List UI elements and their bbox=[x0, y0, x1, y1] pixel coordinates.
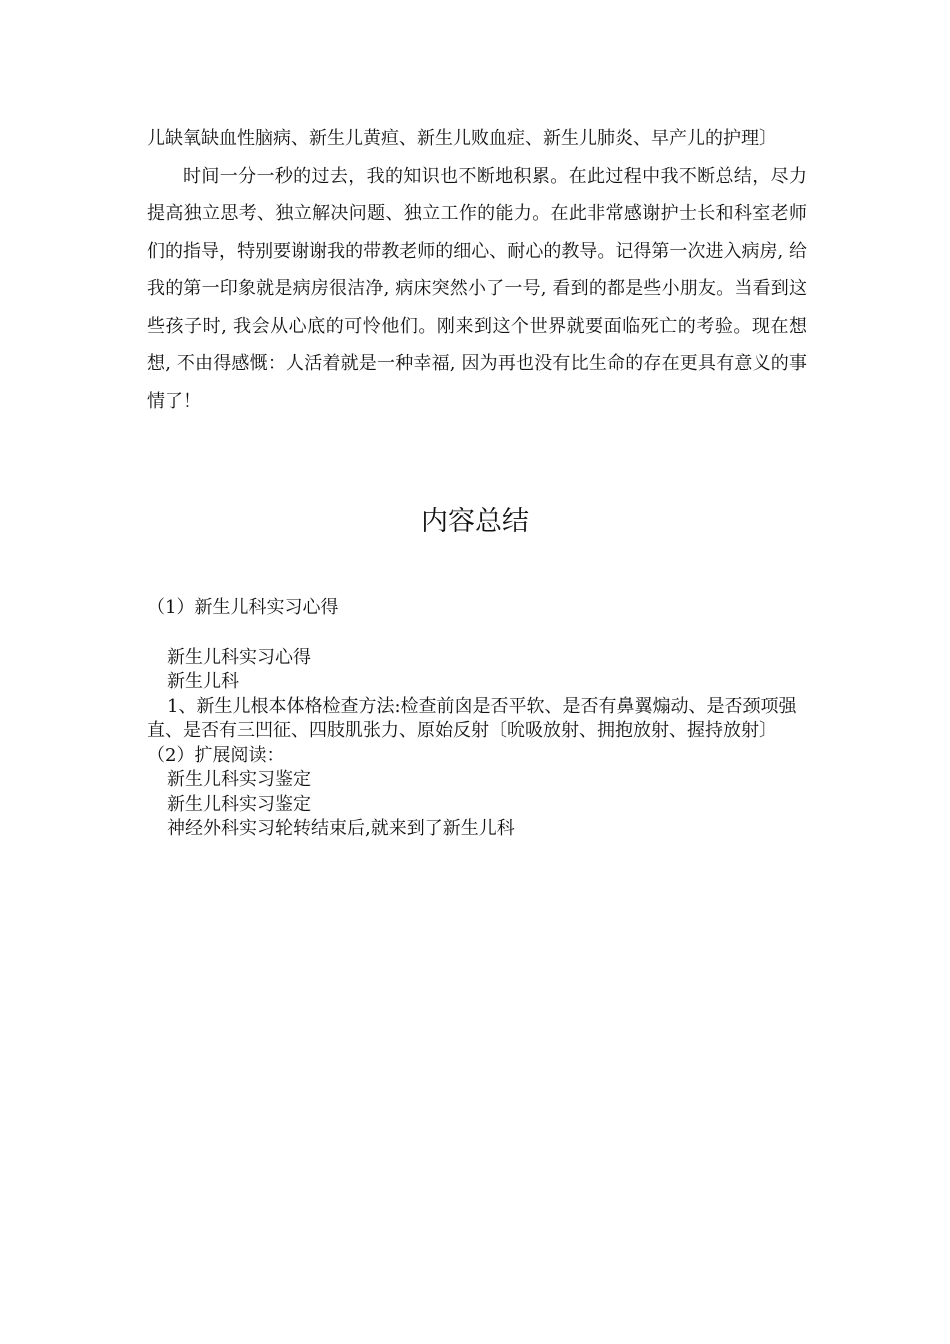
summary-item-1-line-1: 新生儿科实习心得 bbox=[167, 646, 311, 668]
main-paragraph: 时间一分一秒的过去，我的知识也不断地积累。在此过程中我不断总结，尽力提高独立思考、独立解决问题、独立工作的能力。在此非常感谢护士长和科室老师们的指导，特别要谢谢我的带教老师的细心、耐心的教导。记得第一次进入病房, 给我的第一印象就是病房很洁净, 病床突然小了一号, 看到的都是些小朋友。当看到这些孩子时, 我会从心底的可怜他们。刚来到这个世界就要面临死亡的考验。现在想想, 不由得感慨：人活着就是一种幸福, 因为再也没有比生命的存在更具有意义的事情了！ bbox=[147, 165, 807, 412]
continuation-paragraph: 儿缺氧缺血性脑病、新生儿黄疸、新生儿败血症、新生儿肺炎、早产儿的护理〕 bbox=[147, 128, 777, 149]
summary-item-2-line-1: 新生儿科实习鉴定 bbox=[167, 769, 311, 790]
summary-title: 内容总结 bbox=[421, 506, 529, 537]
summary-section bbox=[147, 596, 817, 842]
summary-item-2-heading: （2）扩展阅读： bbox=[147, 744, 285, 766]
summary-item-1-line-3: 1、新生儿根本体格检查方法:检查前囟是否平软、是否有鼻翼煽动、是否颈项强直、是否有三凹征、四肢肌张力、原始反射〔吮吸放射、拥抱放射、握持放射〕 bbox=[147, 695, 797, 741]
summary-item-2-line-3: 神经外科实习轮转结束后,就来到了新生儿科 bbox=[167, 818, 515, 839]
summary-item-1-heading: （1）新生儿科实习心得 bbox=[147, 597, 339, 618]
summary-item-2-line-2: 新生儿科实习鉴定 bbox=[167, 793, 311, 815]
summary-item-1-line-2: 新生儿科 bbox=[167, 671, 239, 692]
body-text bbox=[147, 120, 807, 420]
